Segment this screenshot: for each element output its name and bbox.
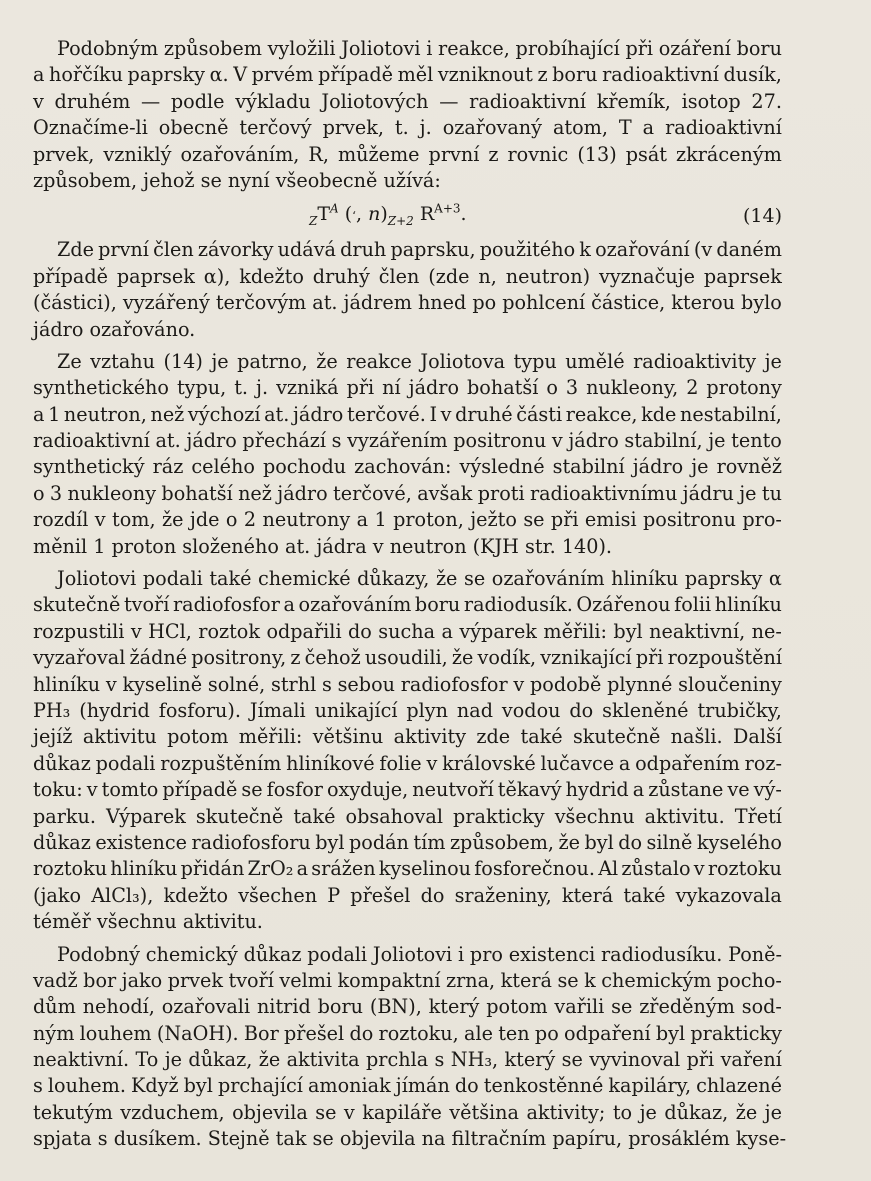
paragraph-group <box>33 237 787 1152</box>
text-line: toku: v tomto případě se fosfor oxyduje, neutvoří těkavý hydrid a zůstane ve vý- <box>33 778 782 802</box>
text-line: (částici), vyzářený terčovým at. jádrem hned po pohlcení částice, kterou bylo <box>33 291 782 315</box>
eq-end: . <box>460 203 467 226</box>
text-line: skutečně tvoří radiofosfor a ozařováním boru radiodusík. Ozářenou folii hliníku <box>33 593 782 617</box>
text-line: rozpustili v HCl, roztok odpařili do sucha a výparek měřili: byl neaktivní, ne- <box>33 619 782 643</box>
text-line: neaktivní. To je důkaz, že aktivita prchla s NH₃, který se vyvinoval při vaření <box>33 1048 782 1072</box>
text-line: spjata s dusíkem. Stejně tak se objevila na filtračním papíru, prosáklém kyse- <box>33 1127 787 1151</box>
text-line: Joliotovi podali také chemické důkazy, že se ozařováním hliníku paprsky α <box>57 567 782 591</box>
text-line: Označíme-li obecně terčový prvek, t. j. ozařovaný atom, T a radioaktivní <box>33 116 782 140</box>
text-line: vadž bor jako prvek tvoří velmi kompaktní zrna, která se k chemickým pocho- <box>33 968 782 992</box>
text-line: ným louhem (NaOH). Bor přešel do roztoku, ale ten po odpaření byl prakticky <box>33 1021 782 1045</box>
text-line: v druhém — podle výkladu Joliotových — radioaktivní křemík, isotop 27. <box>33 89 782 113</box>
text-line: důkaz podali rozpuštěním hliníkové folie v královské lučavce a odpařením roz- <box>33 751 782 775</box>
equation-number: (14) <box>742 205 782 228</box>
text-line: jádro ozařováno. <box>33 317 196 341</box>
text-line: vyzařoval žádné positrony, z čehož usoudili, že vodík, vznikající při rozpouštění <box>33 646 782 670</box>
text-line: Zde první člen závorky udává druh paprsku, použitého k ozařování (v daném <box>57 238 782 262</box>
text-line: tekutým vzduchem, objevila se v kapiláře většina aktivity; to je důkaz, že je <box>33 1100 782 1124</box>
text-line: s louhem. Když byl prchající amoniak jímán do tenkostěnné kapiláry, chlazené <box>33 1074 782 1098</box>
eq-left-subscript: Z <box>309 214 318 229</box>
text-line: a 1 neutron, než výchozí at. jádro terčové. I v druhé části reakce, kde nestabilní, <box>33 402 782 426</box>
text-line: způsobem, jehož se nyní všeobecně užívá: <box>33 168 441 192</box>
text-line: Podobným způsobem vyložili Joliotovi i reakce, probíhající při ozáření boru <box>57 37 782 60</box>
text-line: radioaktivní at. jádro přechází s vyzářením positronu v jádro stabilní, je tento <box>33 429 782 453</box>
text-line: případě paprsek α), kdežto druhý člen (zde n, neutron) vyznačuje paprsek <box>33 264 782 288</box>
text-line: synthetický ráz celého pochodu zachován: výsledné stabilní jádro je rovněž <box>33 455 782 479</box>
paragraph <box>33 36 782 194</box>
text-line: parku. Výparek skutečně také obsahoval prakticky všechnu aktivitu. Třetí <box>33 804 782 828</box>
text-line: Podobný chemický důkaz podali Joliotovi i pro existenci radiodusíku. Poně- <box>57 942 782 966</box>
eq-left-superscript: A <box>330 202 339 217</box>
text-line: prvek, vzniklý ozařováním, R, můžeme první z rovnic (13) psát zkráceným <box>33 142 782 166</box>
text-line: téměř všechnu aktivitu. <box>33 910 263 934</box>
text-line: dům nehodí, ozařovali nitrid boru (BN), který potom vařili se zředěným sod- <box>33 995 782 1019</box>
eq-right-superscript: A+3 <box>434 202 461 217</box>
text-line: PH₃ (hydrid fosforu). Jímali unikající plyn nad vodou do skleněné trubičky, <box>33 698 782 722</box>
text-line: o 3 nukleony bohatší než jádro terčové, avšak proti radioaktivnímu jádru je tu <box>33 481 782 505</box>
equation-body <box>309 201 467 229</box>
text-line: důkaz existence radiofosforu byl podán tím způsobem, že byl do silně kyselého <box>33 830 782 854</box>
text-line: hliníku v kyselině solné, strhl s sebou radiofosfor v podobě plynné sloučeniny <box>33 672 782 696</box>
text-line: synthetického typu, t. j. vzniká při ní jádro bohatší o 3 nukleony, 2 protony <box>33 376 782 400</box>
eq-left-symbol: T <box>317 203 331 226</box>
eq-right-symbol: R <box>419 203 435 226</box>
page-text <box>33 36 787 1153</box>
eq-bracket: (‘, n) <box>344 203 388 226</box>
equation-14 <box>33 197 782 237</box>
text-line: a hořčíku paprsky α. V prvém případě měl vzniknout z boru radioaktivní dusík, <box>33 63 782 87</box>
text-line: rozdíl v tom, že jde o 2 neutrony a 1 proton, ježto se při emisi positronu pro- <box>33 508 782 532</box>
text-line: měnil 1 proton složeného at. jádra v neutron (KJH str. 140). <box>33 534 613 558</box>
text-line: jejíž aktivitu potom měřili: většinu aktivity zde také skutečně našli. Další <box>33 725 782 749</box>
text-line: (jako AlCl₃), kdežto všechen P přešel do sraženiny, která také vykazovala <box>33 883 782 907</box>
eq-right-subscript: Z+2 <box>387 214 414 229</box>
text-line: roztoku hliníku přidán ZrO₂ a srážen kyselinou fosforečnou. Al zůstalo v roztoku <box>33 857 782 881</box>
text-line: Ze vztahu (14) je patrno, že reakce Joliotova typu umělé radioaktivity je <box>57 349 782 373</box>
